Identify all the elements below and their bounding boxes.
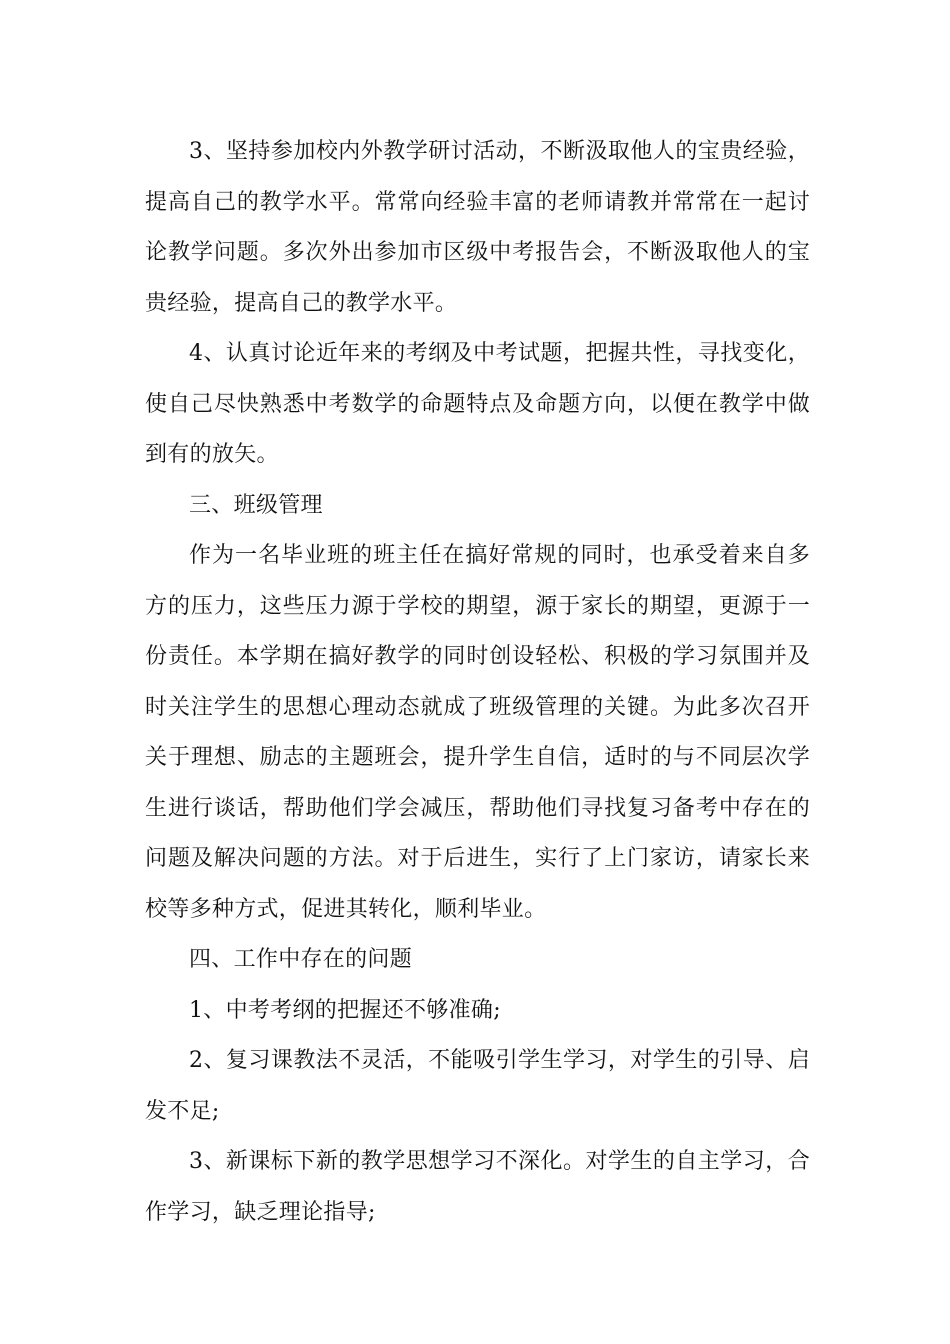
document-body: [145, 127, 810, 1238]
paragraph-item-3-seminars: 3、坚持参加校内外教学研讨活动，不断汲取他人的宝贵经验，提高自己的教学水平。常常向经验丰富的老师请教并常常在一起讨论教学问题。多次外出参加市区级中考报告会，不断汲取他人的宝贵经验，提高自己的教学水平。: [145, 139, 810, 316]
problem-item-2: 2、复习课教法不灵活，不能吸引学生学习，对学生的引导、启发不足;: [145, 1048, 810, 1124]
section-heading-class-management: 三、班级管理: [189, 492, 323, 518]
paragraph-item-4-exam-study: 4、认真讨论近年来的考纲及中考试题，把握共性，寻找变化，使自己尽快熟悉中考数学的命题特点及命题方向，以便在教学中做到有的放矢。: [145, 341, 810, 467]
section-heading-problems: 四、工作中存在的问题: [189, 947, 413, 972]
paragraph-class-management: 作为一名毕业班的班主任在搞好常规的同时，也承受着来自多方的压力，这些压力源于学校的期望，源于家长的期望，更源于一份责任。本学期在搞好教学的同时创设轻松、积极的学习氛围并及时关注学生的思想心理动态就成了班级管理的关键。为此多次召开关于理想、励志的主题班会，提升学生自信，适时的与不同层次学生进行谈话，帮助他们学会减压，帮助他们寻找复习备考中存在的问题及解决问题的方法。对于后进生，实行了上门家访，请家长来校等多种方式，促进其转化，顺利毕业。: [145, 543, 810, 922]
problem-item-3: 3、新课标下新的教学思想学习不深化。对学生的自主学习，合作学习，缺乏理论指导;: [145, 1149, 810, 1225]
problem-item-1: 1、中考考纲的把握还不够准确;: [189, 997, 501, 1023]
